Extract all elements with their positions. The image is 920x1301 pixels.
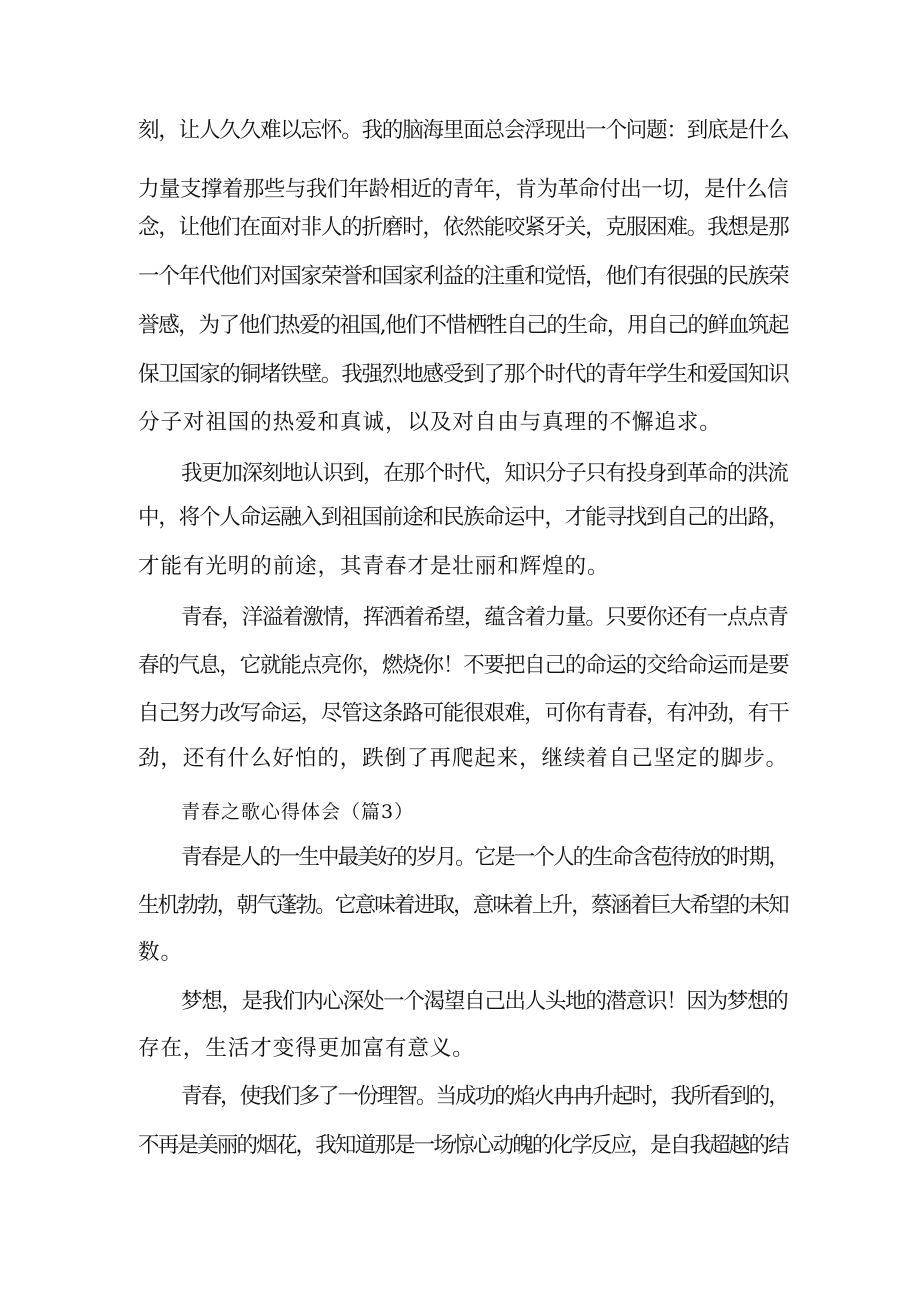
paragraph-1-line-2: 力量支撑着那些与我们年龄相近的青年，肯为革命付出一切，是什么信 [138,177,788,202]
paragraph-1-line-4: 一个年代他们对国家荣誉和国家利益的注重和觉悟，他们有很强的民族荣 [138,264,789,289]
paragraph-1-line-3: 念，让他们在面对非人的折磨时，依然能咬紧牙关，克服困难。我想是那 [138,215,789,240]
paragraph-4-line-1: 青春是人的一生中最美好的岁月。它是一个人的生命含苞待放的时期， [181,845,788,870]
paragraph-2-line-1: 我更加深刻地认识到，在那个时代，知识分子只有投身到革命的洪流 [181,461,788,486]
paragraph-2-line-3: 才能有光明的前途，其青春才是壮丽和辉煌的。 [138,554,610,579]
paragraph-6-line-2: 不再是美丽的烟花，我知道那是一场惊心动魄的化学反应，是自我超越的结 [138,1133,788,1158]
section-heading: 青春之歌心得体会（篇3） [181,801,415,823]
paragraph-4-line-2: 生机勃勃，朝气蓬勃。它意味着进取，意味着上升，蔡涵着巨大希望的未知 [138,893,788,918]
paragraph-1-line-6: 保卫国家的铜堵铁壁。我强烈地感受到了那个时代的青年学生和爱国知识 [138,362,789,387]
paragraph-1-line-5: 誉感，为了他们热爱的祖国,他们不惜栖牲自己的生命，用自己的鲜血筑起 [138,313,789,338]
paragraph-1-line-7: 分子对祖国的热爱和真诚，以及对自由与真理的不懈追求。 [138,410,722,435]
paragraph-2-line-2: 中，将个人命运融入到祖国前途和民族命运中，才能寻找到自己的出路， [138,505,789,530]
paragraph-5-line-2: 存在，生活才变得更加富有意义。 [138,1036,475,1061]
paragraph-3-line-4: 劲，还有什么好怕的，跌倒了再爬起来，继续着自己坚定的脚步。 [138,746,789,771]
paragraph-3-line-2: 春的气息，它就能点亮你，燃烧你！不要把自己的命运的交给命运而是要 [138,653,789,678]
paragraph-4-line-3: 数。 [138,940,183,965]
paragraph-5-line-1: 梦想，是我们内心深处一个渴望自己出人头地的潜意识！因为梦想的 [181,989,788,1014]
paragraph-1-line-1: 刻，让人久久难以忘怀。我的脑海里面总会浮现出一个问题：到底是什么 [138,118,789,143]
paragraph-3-line-1: 青春，洋溢着激情，挥洒着希望，蕴含着力量。只要你还有一点点青 [181,605,788,630]
paragraph-3-line-3: 自己努力改写命运，尽管这条路可能很艰难，可你有青春，有冲劲，有干 [138,701,789,726]
paragraph-6-line-1: 青春，使我们多了一份理智。当成功的焰火冉冉升起时，我所看到的， [181,1084,788,1109]
